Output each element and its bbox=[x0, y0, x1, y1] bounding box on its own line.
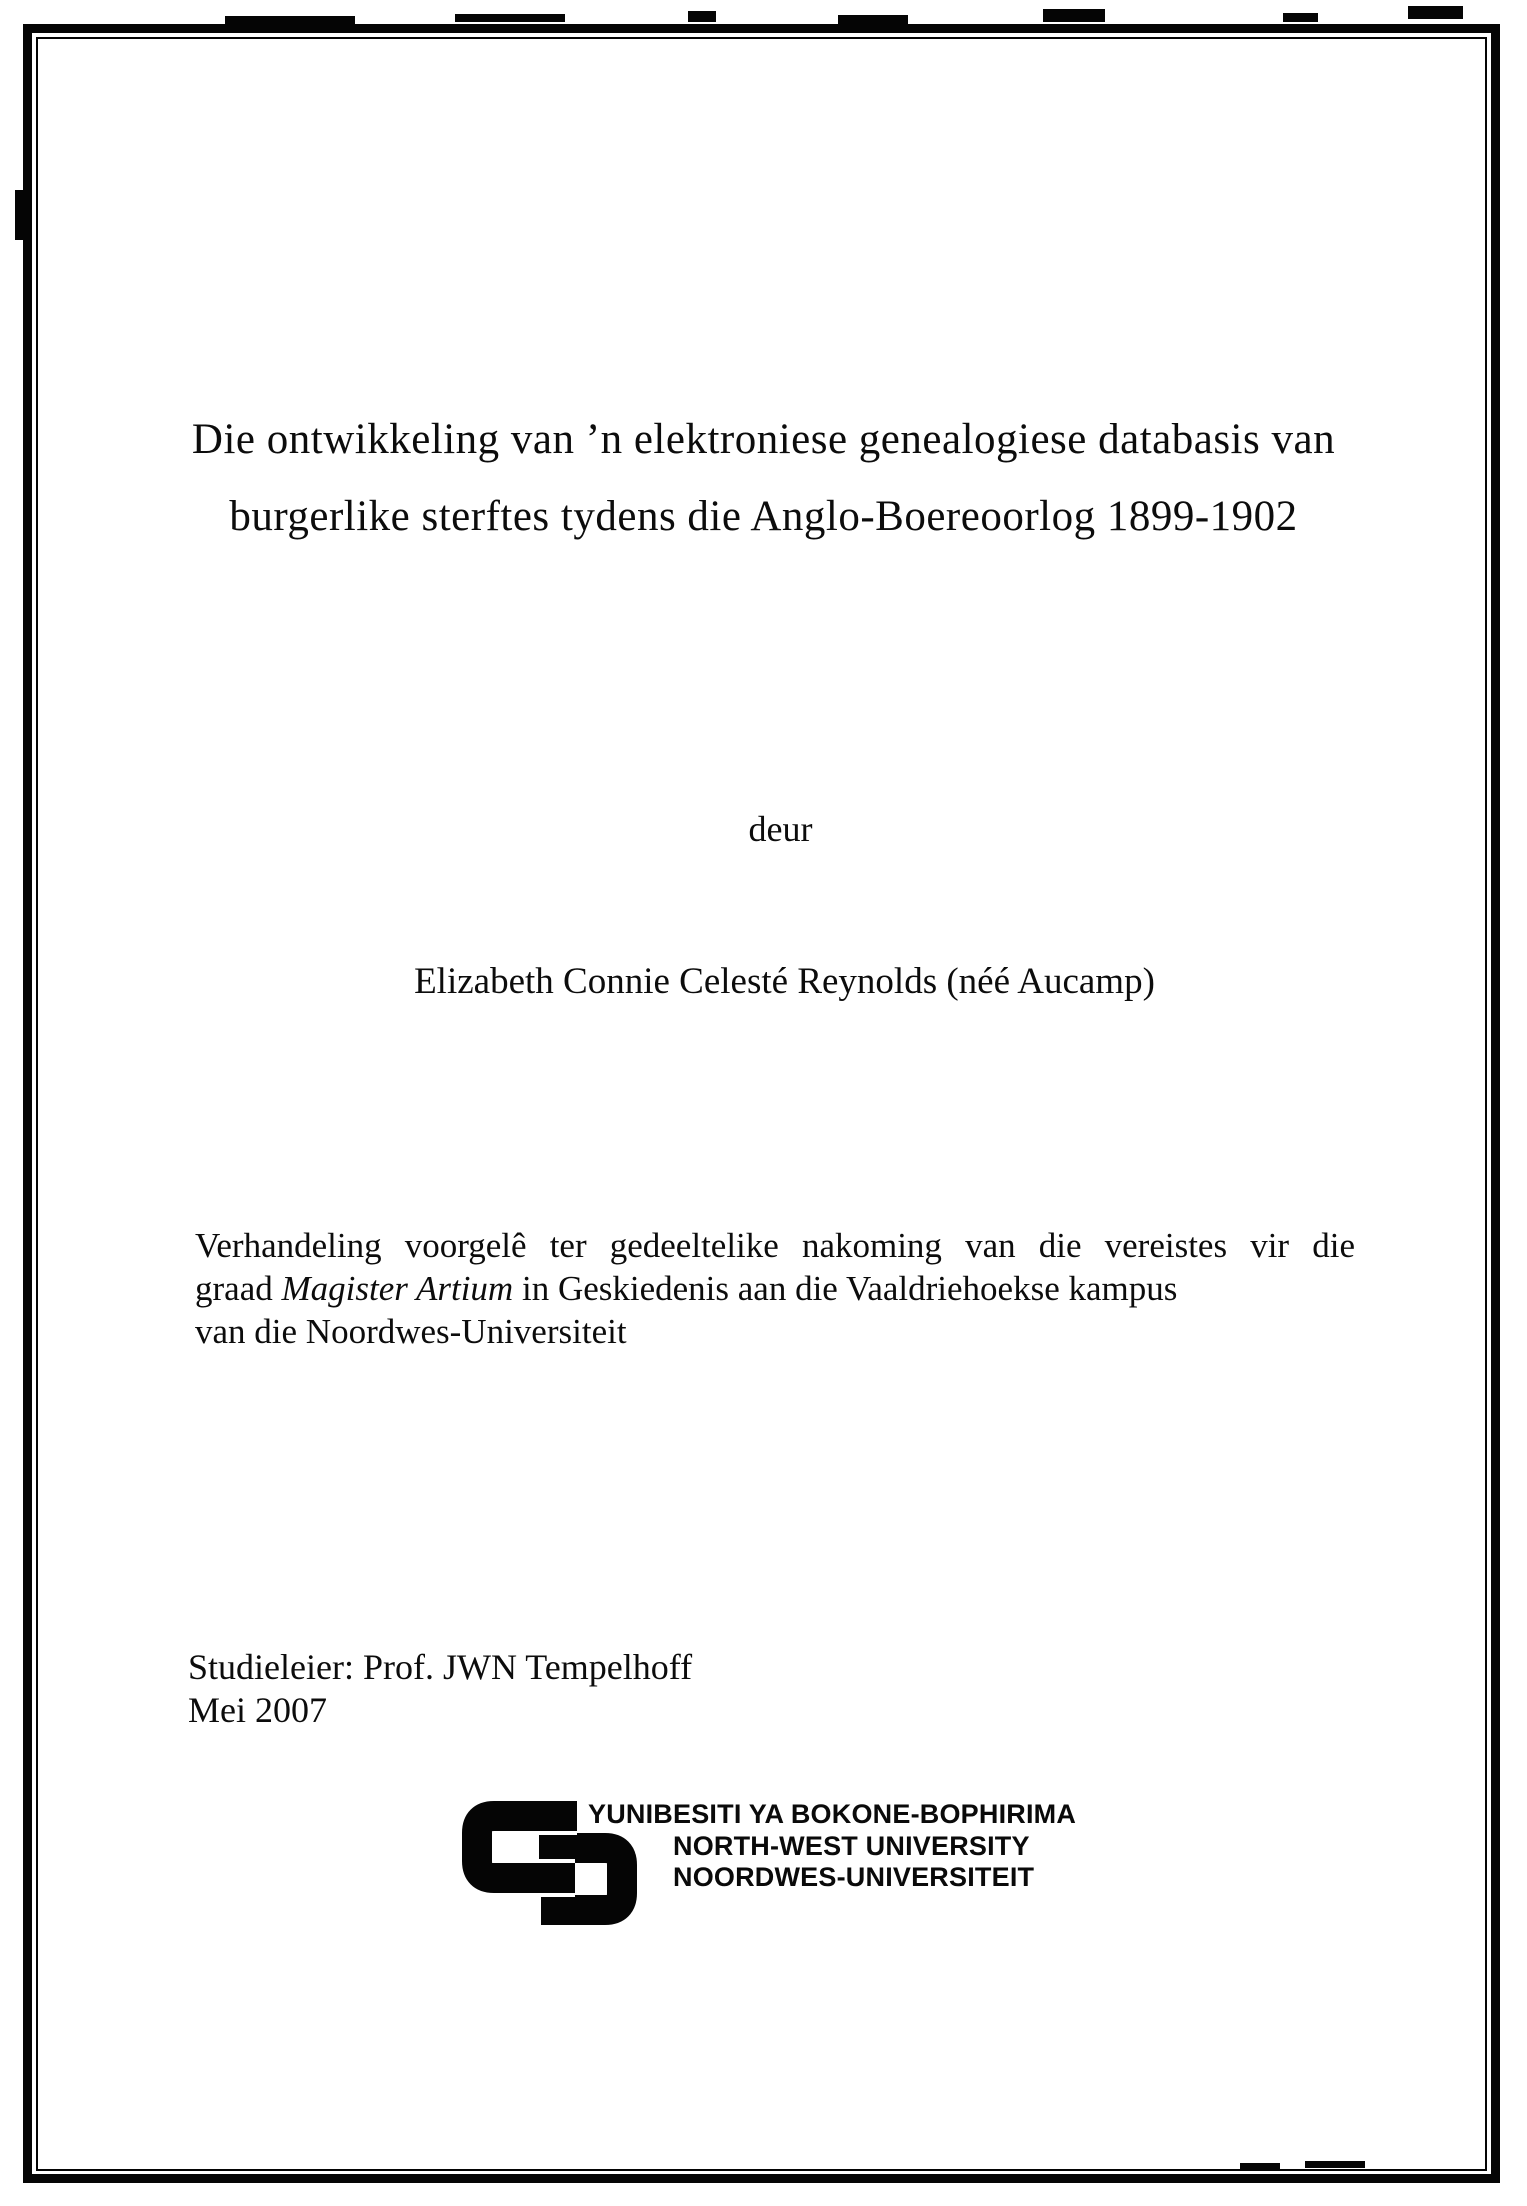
statement-line2 bbox=[195, 1267, 1355, 1310]
statement-line1: Verhandeling voorgelê ter gedeeltelike nakoming van die vereistes vir die bbox=[195, 1226, 1355, 1265]
date-line: Mei 2007 bbox=[188, 1690, 327, 1730]
logo-name-setswana: YUNIBESITI YA BOKONE-BOPHIRIMA bbox=[588, 1799, 1077, 1829]
logo-name-afrikaans: NOORDWES-UNIVERSITEIT bbox=[673, 1862, 1035, 1892]
scan-artifact bbox=[1408, 6, 1463, 19]
scan-artifact bbox=[688, 11, 716, 22]
scan-artifact bbox=[455, 14, 565, 22]
scan-artifact bbox=[838, 15, 908, 24]
supervisor-line: Studieleier: Prof. JWN Tempelhoff bbox=[188, 1647, 693, 1687]
statement-line2-prefix: graad bbox=[195, 1269, 282, 1308]
scan-artifact bbox=[1305, 2161, 1365, 2168]
statement-line3: van die Noordwes-Universiteit bbox=[195, 1312, 627, 1351]
author-name: Elizabeth Connie Celesté Reynolds (néé Aucamp) bbox=[414, 961, 1155, 1002]
scan-artifact bbox=[225, 16, 355, 25]
scan-artifact bbox=[15, 190, 27, 240]
statement-line2-suffix: in Geskiedenis aan die Vaaldriehoekse kampus bbox=[513, 1269, 1178, 1308]
degree-name: Magister Artium bbox=[281, 1269, 514, 1308]
supervisor-block bbox=[188, 1646, 692, 1732]
thesis-title-line1: Die ontwikkeling van ’n elektroniese genealogiese databasis van bbox=[191, 416, 1336, 463]
submission-statement bbox=[195, 1224, 1355, 1353]
thesis-title-line2: burgerlike sterftes tydens die Anglo-Boereoorlog 1899-1902 bbox=[229, 493, 1298, 540]
university-logo-text bbox=[588, 1799, 1076, 1894]
byline-label: deur bbox=[748, 809, 813, 849]
scan-artifact bbox=[1043, 9, 1105, 22]
scan-artifact bbox=[1283, 13, 1318, 22]
scan-artifact bbox=[1240, 2163, 1280, 2169]
logo-name-english: NORTH-WEST UNIVERSITY bbox=[673, 1830, 1030, 1861]
thesis-title bbox=[95, 401, 1432, 555]
